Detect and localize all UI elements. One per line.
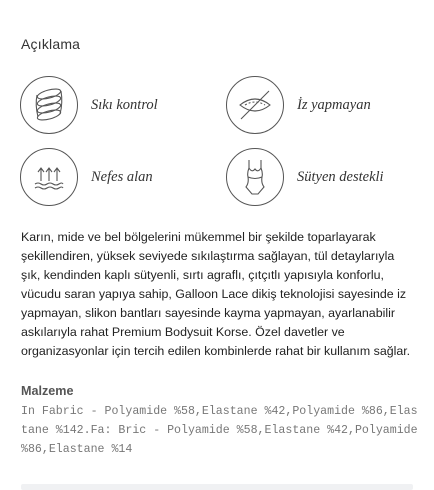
feature-tight-control [20,76,158,134]
breathable-arrows-icon [29,157,69,197]
feature-breathable [20,148,153,206]
material-text: In Fabric - Polyamide %58,Elastane %42,Polyamide %86,Elastane %142.Fa: Bric - Polyamide %58,Elastane %42,Polyamide %86,Elastane %14 [21,405,418,456]
bodysuit-icon [235,157,275,197]
feature-label: Sütyen destekli [297,168,384,185]
material-title: Malzeme [21,384,74,398]
feature-label: Sıkı kontrol [91,96,158,113]
compression-rings-icon [29,85,69,125]
section-divider [21,484,413,490]
section-title: Açıklama [21,36,81,52]
feature-label: İz yapmayan [297,96,371,113]
product-description: Karın, mide ve bel bölgelerini mükemmel bir şekilde toparlayarak şekillendiren, yüksek seviyede sıkılaştırma sağlayan, tül detaylarıyla şık, kendinden kaplı sütyenli, sırtı agraflı, çıtçıtlı yapısıyla konforlu, vücudu saran yapıya sahip, Galloon Lace dikiş teknolojisi sayesinde iz yapmayan, slikon bantları sayesinde kayma yapmayan, ayarlanabilir askılarıyla rahat Premium Bodysuit Korse. Özel davetler ve organizasyonlar için tercih edilen kombinlerde rahat bir kullanım sağlar. [21,230,411,358]
no-visible-line-icon [235,85,275,125]
feature-bra-support [226,148,384,206]
feature-label: Nefes alan [91,168,153,185]
feature-no-trace [226,76,371,134]
